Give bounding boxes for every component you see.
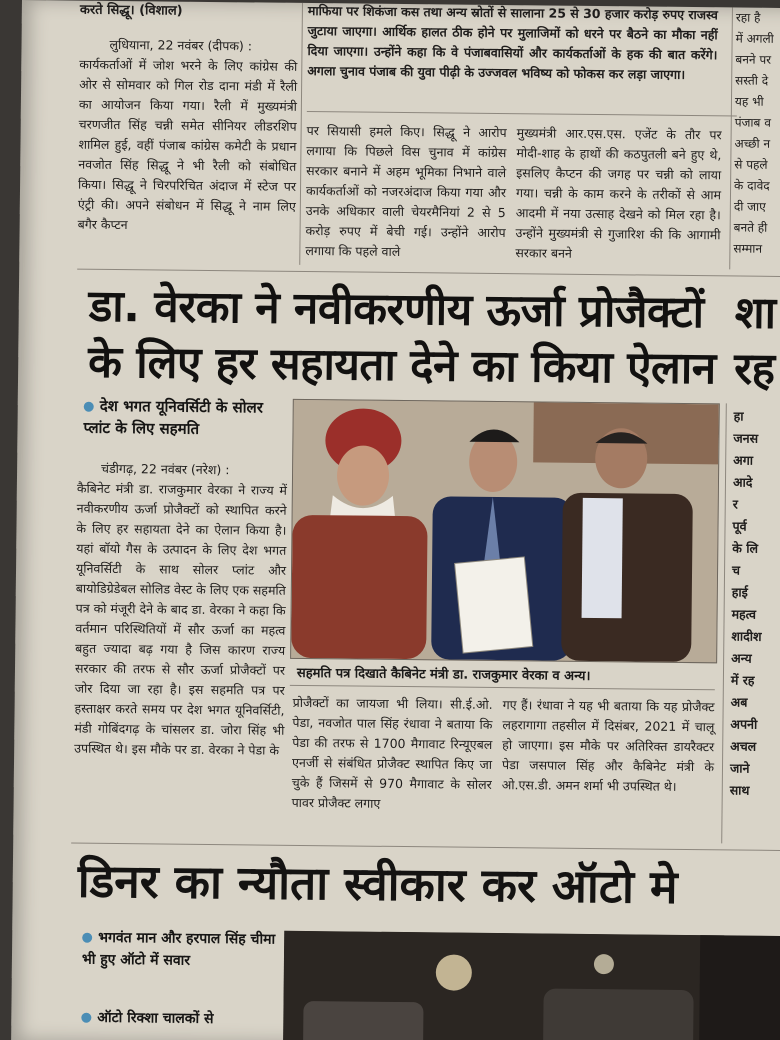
right-rail-line: हा	[733, 408, 744, 424]
right-rail-line: अब	[730, 694, 748, 710]
photo-illustration	[291, 400, 719, 662]
newspaper-page	[11, 0, 780, 1040]
story-column-2	[292, 693, 493, 815]
edge-text-line: सस्ती दे	[735, 73, 769, 88]
top-left-head-fragment: करते सिद्धू। (विशाल)	[79, 2, 183, 19]
top-right-upper-text	[307, 1, 718, 85]
document	[455, 557, 533, 653]
bottom-headline: डिनर का न्यौता स्वीकार कर ऑटो मे	[77, 853, 678, 914]
bottom-item-2	[81, 1007, 281, 1031]
subhead-text: देश भगत यूनिवर्सिटी के सोलर प्लांट के लिए सहमति	[83, 396, 264, 438]
edge-text-line: दी जाए	[733, 199, 766, 214]
night-scene	[283, 931, 724, 1040]
edge-text-line: बनने पर	[735, 52, 772, 67]
section-rule	[307, 111, 737, 117]
right-rail-line: शादीश	[731, 628, 762, 644]
right-rail-line: हाई	[731, 584, 748, 600]
edge-photo	[699, 935, 780, 1040]
right-rail-line: अन्य	[731, 650, 752, 666]
edge-right-top	[733, 7, 780, 260]
top-left-dateline: लुधियाना, 22 नवंबर (दीपक) :	[109, 36, 253, 54]
headline-rule	[77, 269, 780, 278]
top-right-upper-body: माफिया पर शिकंजा कस तथा अन्य स्रोतों से सालाना 25 से 30 हजार करोड़ रुपए राजस्व जुटाया जाएगा। आर्थिक हालत ठीक होने पर मुलाजिमों को धरने पर बैठने का मौका नहीं दिया जाएगा। उन्होंने कहा कि वे पंजाबवासियों और कार्यकर्ताओं के हक की बात करेंगे। अगला चुनाव पंजाब की युवा पीढ़ी के उज्जवल भविष्य को फोकस कर लड़ा जाएगा।	[307, 2, 718, 82]
headline-edge-2: रह	[733, 343, 775, 395]
bullet-icon	[81, 1013, 91, 1023]
top-right-column	[515, 123, 721, 265]
bottom-item-1	[82, 927, 282, 973]
headline-line-2: के लिए हर सहायता देने का किया ऐलान	[87, 336, 716, 395]
story-column-3	[502, 695, 715, 797]
edge-text-line: बनते ही	[733, 220, 768, 235]
story-body: कैबिनेट मंत्री डा. राजकुमार वेरका ने राज्य में नवीकरणीय ऊर्जा प्रोजैक्टों को स्थापित करने के लिए हर सहायता देने का ऐलान किया है। यहां बॉयो गैस के उत्पादन के लिए देश भगत यूनिवर्सिटी के साथ सोलर प्लांट और बायोडिग्रेडेबल सोलिड वेस्ट के लिए एक सहमति पत्र को मंजूरी देने के बाद डा. वेरका ने कहा कि वर्तमान परिस्थितियों में सौर ऊर्जा का महत्व बहुत ज्यादा बढ़ गया है जिस कारण राज्य सरकार की तरफ से सौर ऊर्जा प्रोजैक्टों पर जोर दिया जा रहा है। इस सहमति पत्र पर हस्ताक्षर करते समय पर देश भगत यूनिवर्सिटी, मंडी गोबिंदगढ़ के चांसलर डा. जोरा सिंह भी उपस्थित थे। इस मौके पर डा. वेरका ने पेडा के	[74, 480, 287, 758]
headline-line-1: डा. वेरका ने नवीकरणीय ऊर्जा प्रोजैक्टों	[88, 280, 704, 339]
story-col2-body: प्रोजैक्टों का जायजा भी लिया। सी.ई.ओ. पेडा, नवजोत पाल सिंह रंधावा ने बताया कि पेडा की तरफ से 1700 मैगावाट रिन्यूएबल एनर्जी से संबंधित प्रोजैक्ट स्थापित किए जा चुके हैं जिसमें से 970 मैगावाट के सोलर पावर प्रोजैक्ट लगाए	[291, 694, 493, 811]
edge-text-line: के दावेद	[734, 178, 770, 193]
top-right-body: मुख्यमंत्री आर.एस.एस. एजेंट के तौर पर मोदी-शाह के हाथों की कठपुतली बने हुए थे, इसलिए कैप्टन की जगह पर चन्नी को लाया गया। चन्नी के काम करने के तरीकों से आम आदमी में नया उत्साह देखने को मिल रहा है। उन्होंने मुख्यमंत्री से गुजारिश की कि आगामी सरकार बनने	[515, 125, 722, 261]
edge-text-line: पंजाब व	[734, 115, 771, 130]
top-mid-column	[305, 121, 506, 263]
news-photo	[290, 399, 720, 663]
story-column	[74, 459, 287, 761]
top-mid-body: पर सियासी हमले किए। सिद्धू ने आरोप लगाया कि पिछले विस चुनाव में कांग्रेस सरकार बनाने में अहम भूमिका निभाने वाले कार्यकर्ताओं को नजरअंदाज किया गया और उनके अधिकार वाली चेयरमैनियां 2 से 5 करोड़ रुपए में बेची गई। उन्होंने आरोप लगाया कि पहले वाले	[305, 122, 507, 259]
top-left-column	[78, 1, 298, 237]
bottom-item-1-text: भगवंत मान और हरपाल सिंह चीमा भी हुए ऑटो में सवार	[81, 929, 276, 969]
edge-text-line: में अगली	[735, 31, 774, 46]
right-rail-line: च	[731, 562, 741, 578]
auto-rickshaw-photo	[283, 931, 724, 1040]
brown-vest	[561, 493, 693, 662]
right-rail-line: साथ	[729, 782, 750, 798]
edge-text-line: यह भी	[734, 94, 764, 109]
story-dateline: चंडीगढ़, 22 नवंबर (नरेश) :	[101, 460, 230, 478]
story-col3-body: गए हैं। रंधावा ने यह भी बताया कि यह प्रोजैक्ट लहरागागा तहसील में दिसंबर, 2021 में चालू हो जाएगा। इस मौके पर अतिरिक्त डायरैक्टर पेडा जसपाल सिंह और कैबिनेट मंत्री के ओ.एस.डी. अमन शर्मा भी उपस्थित थे।	[501, 697, 715, 794]
right-rail-line: महत्व	[731, 606, 757, 622]
edge-text-line: सम्मान	[733, 241, 763, 256]
subhead	[83, 395, 283, 441]
right-rail-line: आदे	[732, 474, 753, 490]
right-rail-line: जनस	[733, 430, 759, 446]
edge-text-line: से पहले	[734, 157, 768, 172]
right-rail	[730, 405, 780, 802]
edge-text-line: रहा है	[735, 10, 761, 25]
headline-edge-1: शा	[734, 287, 776, 339]
red-jacket	[291, 515, 427, 659]
photo-caption: सहमति पत्र दिखाते कैबिनेट मंत्री डा. राजकुमार वेरका व अन्य।	[296, 665, 591, 684]
top-left-body: कार्यकर्ताओं में जोश भरने के लिए कांग्रेस की ओर से सोमवार को गिल रोड दाना मंडी में रैली का आयोजन किया गया। रैली में मुख्यमंत्री चरणजीत सिंह चन्नी समेत सीनियर लीडरशिप शामिल हुई, वहीं पंजाब कांग्रेस कमेटी के प्रधान नवजोत सिंह सिद्धू ने भी रैली को संबोधित किया। सिद्धू ने चिरपरिचित अंदाज में स्टेज पर एंट्री की। अपने संबोधन में सिद्धू ने नाम लिए बगैर कैप्टन	[77, 56, 298, 233]
right-rail-line: अचल	[730, 738, 757, 754]
right-rail-line: के लि	[732, 540, 759, 556]
right-rail-line: जाने	[729, 760, 750, 776]
bullet-icon	[82, 933, 92, 943]
right-rail-line: अगा	[733, 452, 754, 468]
column-rule	[729, 7, 733, 269]
edge-text-line: अच्छी न	[734, 136, 771, 151]
right-rail-line: में रह	[730, 672, 755, 688]
right-rail-line: र	[732, 496, 738, 512]
bottom-rule	[71, 843, 780, 852]
right-rail-line: अपनी	[730, 716, 758, 732]
column-rule	[299, 3, 303, 265]
right-rail-line: पूर्व	[732, 518, 747, 534]
caption-rule	[290, 685, 715, 690]
bullet-icon	[84, 401, 94, 411]
column-rule	[721, 403, 727, 843]
bottom-item-2-text: ऑटो रिक्शा चालकों से	[97, 1009, 214, 1028]
